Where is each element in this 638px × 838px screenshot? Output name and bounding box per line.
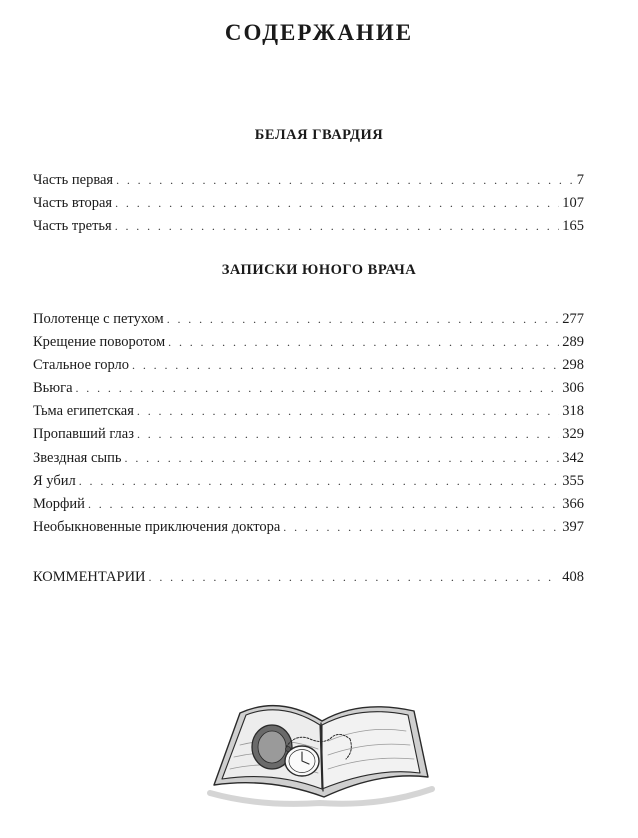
toc-entry-label: Часть вторая (33, 195, 113, 212)
toc-entry-page: 165 (562, 218, 584, 235)
toc-entry[interactable] (33, 493, 584, 516)
toc-entry-page: 366 (562, 495, 584, 512)
section-heading-white-guard: БЕЛАЯ ГВАРДИЯ (254, 127, 384, 143)
toc-entry-page: 107 (562, 195, 584, 212)
toc-entry-page: 277 (562, 311, 584, 327)
toc-entry-page: 7 (576, 172, 584, 188)
toc-entry-label: Вьюга (33, 380, 73, 397)
dot-leader (115, 215, 560, 238)
toc-entry[interactable] (33, 308, 584, 331)
toc-entry-label: Часть третья (33, 218, 112, 235)
section-heading-young-doctor: ЗАПИСКИ ЮНОГО ВРАЧА (221, 262, 417, 278)
toc-entry[interactable] (33, 516, 584, 539)
toc-entry-page: 298 (562, 357, 584, 374)
toc-entry-page: 342 (562, 449, 584, 466)
toc-entry-page: 318 (562, 403, 584, 420)
toc-entry-page: 397 (562, 518, 584, 535)
page-title: СОДЕРЖАНИЕ (224, 20, 414, 45)
toc-entry[interactable] (33, 354, 584, 377)
dot-leader (137, 423, 559, 446)
toc-entry-page: 329 (562, 426, 584, 443)
toc-entry-label: Пропавший глаз (33, 426, 134, 443)
toc-entry[interactable] (33, 447, 584, 470)
dot-leader (125, 447, 560, 470)
toc-entry[interactable] (33, 470, 584, 493)
toc-list-young-doctor (33, 308, 584, 539)
toc-entry-label: Полотенце с петухом (33, 311, 164, 327)
toc-list-commentary (33, 566, 584, 589)
toc-entry-page: 408 (562, 569, 584, 585)
toc-entry[interactable] (33, 192, 584, 215)
toc-list-white-guard (33, 169, 584, 238)
toc-entry-label: Необыкновенные приключения доктора (33, 518, 281, 535)
toc-entry-label: Стальное горло (33, 357, 130, 374)
toc-entry-commentary[interactable] (33, 566, 584, 589)
book-with-pocket-watch-icon (200, 685, 440, 810)
toc-entry-label: Я убил (33, 472, 76, 489)
toc-entry-label: КОММЕНТАРИИ (33, 569, 146, 585)
dot-leader (283, 516, 559, 539)
dot-leader (76, 377, 560, 400)
toc-entry-label: Звездная сыпь (33, 449, 122, 466)
toc-entry-label: Тьма египетская (33, 403, 134, 420)
toc-entry-page: 355 (562, 472, 584, 489)
toc-entry[interactable] (33, 377, 584, 400)
dot-leader (132, 354, 559, 377)
toc-entry-label: Часть первая (33, 172, 114, 188)
toc-entry[interactable] (33, 331, 584, 354)
toc-entry[interactable] (33, 169, 584, 192)
toc-entry-label: Морфий (33, 495, 85, 512)
dot-leader (167, 308, 560, 331)
dot-leader (137, 400, 559, 423)
dot-leader (149, 566, 560, 589)
dot-leader (88, 493, 559, 516)
toc-entry-page: 306 (562, 380, 584, 397)
toc-entry[interactable] (33, 423, 584, 446)
toc-entry[interactable] (33, 400, 584, 423)
toc-entry-label: Крещение поворотом (33, 334, 166, 351)
dot-leader (79, 470, 560, 493)
dot-leader (168, 331, 559, 354)
dot-leader (116, 169, 574, 192)
toc-entry[interactable] (33, 215, 584, 238)
dot-leader (115, 192, 559, 215)
toc-entry-page: 289 (562, 334, 584, 351)
